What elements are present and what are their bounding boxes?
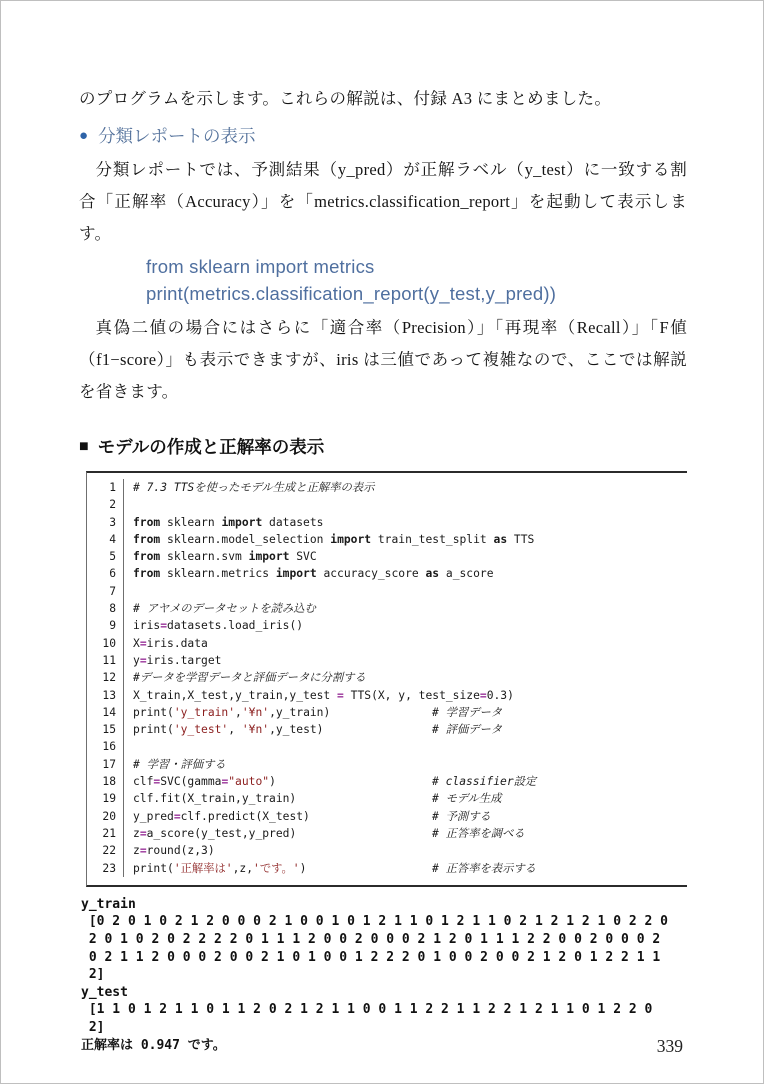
code-line xyxy=(87,825,687,842)
code-line xyxy=(87,842,687,859)
line-number: 5 xyxy=(87,548,124,565)
code-line xyxy=(87,531,687,548)
output-line: 2] xyxy=(81,967,105,983)
code-text: y_pred=clf.predict(X_test) xyxy=(133,809,310,823)
line-number: 10 xyxy=(87,635,124,652)
square-marker-icon: ■ xyxy=(79,437,89,455)
listing-title xyxy=(79,434,687,459)
line-number: 12 xyxy=(87,669,124,686)
inline-code-line: from sklearn import metrics xyxy=(146,256,375,277)
intro-paragraph: のプログラムを示します。これらの解説は、付録 A3 にまとめました。 xyxy=(79,89,612,108)
line-number: 18 xyxy=(87,773,124,790)
line-number: 20 xyxy=(87,808,124,825)
body-paragraph-1: 分類レポートでは、予測結果（y_pred）が正解ラベル（y_test）に一致する割合「正解率（Accuracy）」を「metrics.classification_report」を起動して表示します。 xyxy=(79,160,687,243)
code-line xyxy=(87,583,687,600)
line-number: 14 xyxy=(87,704,124,721)
code-text: from sklearn.model_selection import train_test_split as TTS xyxy=(133,532,535,546)
line-number: 8 xyxy=(87,600,124,617)
inline-code-block xyxy=(146,253,687,307)
line-number: 19 xyxy=(87,790,124,807)
line-number: 13 xyxy=(87,687,124,704)
line-number: 22 xyxy=(87,842,124,859)
code-listing xyxy=(86,471,687,887)
line-number: 7 xyxy=(87,583,124,600)
code-line xyxy=(87,860,687,877)
code-text xyxy=(124,738,133,755)
code-text: from sklearn.svm import SVC xyxy=(133,550,317,564)
code-line xyxy=(87,652,687,669)
output-line: 0 2 1 1 2 0 0 0 2 0 0 2 1 0 1 0 0 1 2 2 2 0 1 0 0 2 0 0 2 1 2 0 1 2 2 1 1 xyxy=(81,949,661,965)
code-line xyxy=(87,738,687,755)
code-line xyxy=(87,756,687,773)
line-number: 15 xyxy=(87,721,124,738)
code-text: from sklearn import datasets xyxy=(133,515,324,529)
code-line xyxy=(87,808,687,825)
line-number: 23 xyxy=(87,860,124,877)
code-text: X_train,X_test,y_train,y_test = TTS(X, y, test_size=0.3) xyxy=(133,688,514,702)
code-line xyxy=(87,514,687,531)
code-text: from sklearn.metrics import accuracy_score as a_score xyxy=(133,567,494,581)
code-line xyxy=(87,635,687,652)
code-text: z=a_score(y_test,y_pred) xyxy=(133,826,297,840)
code-line xyxy=(87,790,687,807)
output-line: y_train xyxy=(81,896,136,912)
body-paragraph-2: 真偽二値の場合にはさらに「適合率（Precision）」「再現率（Recall）」「F値（f1−score）」も表示できますが、iris は三値であって複雑なので、ここでは解説を省きます。 xyxy=(79,318,687,401)
code-line xyxy=(87,496,687,513)
code-text: print('y_train','¥n',y_train) xyxy=(133,705,331,719)
output-line: 2] xyxy=(81,1019,105,1035)
code-line xyxy=(87,687,687,704)
code-text: print('y_test', '¥n',y_test) xyxy=(133,723,324,737)
code-text: clf.fit(X_train,y_train) xyxy=(133,792,297,806)
line-number: 21 xyxy=(87,825,124,842)
code-inline-comment: # classifier設定 xyxy=(432,775,537,789)
output-line: 2 0 1 0 2 0 2 2 2 2 0 1 1 1 2 0 0 2 0 0 0 2 1 2 0 1 1 1 2 2 0 0 2 0 0 0 2 xyxy=(81,932,661,948)
console-output xyxy=(81,896,687,1054)
code-text: #データを学習データと評価データに分割する xyxy=(133,671,366,685)
code-text: iris=datasets.load_iris() xyxy=(133,619,304,633)
output-line: [1 1 0 1 2 1 1 0 1 1 2 0 2 1 2 1 1 0 0 1 1 2 2 1 1 2 2 1 2 1 1 0 1 2 2 0 xyxy=(81,1002,653,1018)
code-line xyxy=(87,617,687,634)
code-inline-comment: # 予測する xyxy=(432,809,491,823)
code-text: clf=SVC(gamma="auto") xyxy=(133,775,276,789)
code-text: # 7.3 TTSを使ったモデル生成と正解率の表示 xyxy=(133,481,375,494)
page-content xyxy=(79,87,687,1054)
code-text: z=round(z,3) xyxy=(133,844,215,858)
section-heading-label: 分類レポートの表示 xyxy=(98,126,256,146)
output-line: 正解率は 0.947 です。 xyxy=(81,1037,226,1053)
code-inline-comment: # モデル生成 xyxy=(432,792,502,806)
line-number: 2 xyxy=(87,496,124,513)
code-listing-lines xyxy=(87,479,687,877)
code-inline-comment: # 正答率を調べる xyxy=(432,826,525,840)
listing-title-label: モデルの作成と正解率の表示 xyxy=(97,437,325,457)
code-line xyxy=(87,548,687,565)
code-line xyxy=(87,669,687,686)
code-text: print('正解率は',z,'です。') xyxy=(133,861,307,875)
code-line xyxy=(87,600,687,617)
code-text: y=iris.target xyxy=(133,653,222,667)
code-text xyxy=(124,583,133,600)
line-number: 3 xyxy=(87,514,124,531)
line-number: 6 xyxy=(87,565,124,582)
code-inline-comment: # 学習データ xyxy=(432,705,503,719)
code-line xyxy=(87,565,687,582)
code-text xyxy=(124,496,133,513)
page-number: 339 xyxy=(656,1036,683,1056)
output-line: [0 2 0 1 0 2 1 2 0 0 0 2 1 0 0 1 0 1 2 1 1 0 1 2 1 1 0 2 1 2 1 2 1 0 2 2 0 xyxy=(81,914,668,930)
code-line xyxy=(87,773,687,790)
code-inline-comment: # 正答率を表示する xyxy=(432,861,536,875)
code-text: # 学習・評価する xyxy=(133,757,226,771)
code-line xyxy=(87,479,687,496)
line-number: 1 xyxy=(87,479,124,496)
line-number: 9 xyxy=(87,617,124,634)
code-line xyxy=(87,721,687,738)
line-number: 16 xyxy=(87,738,124,755)
line-number: 4 xyxy=(87,531,124,548)
code-line xyxy=(87,704,687,721)
inline-code-line: print(metrics.classification_report(y_test,y_pred)) xyxy=(146,283,557,304)
line-number: 17 xyxy=(87,756,124,773)
bullet-icon: ● xyxy=(79,127,89,144)
output-line: y_test xyxy=(81,984,128,1000)
code-text: X=iris.data xyxy=(133,636,208,650)
line-number: 11 xyxy=(87,652,124,669)
code-inline-comment: # 評価データ xyxy=(432,723,503,737)
section-heading xyxy=(79,123,687,148)
code-text: # アヤメのデータセットを読み込む xyxy=(133,602,316,616)
